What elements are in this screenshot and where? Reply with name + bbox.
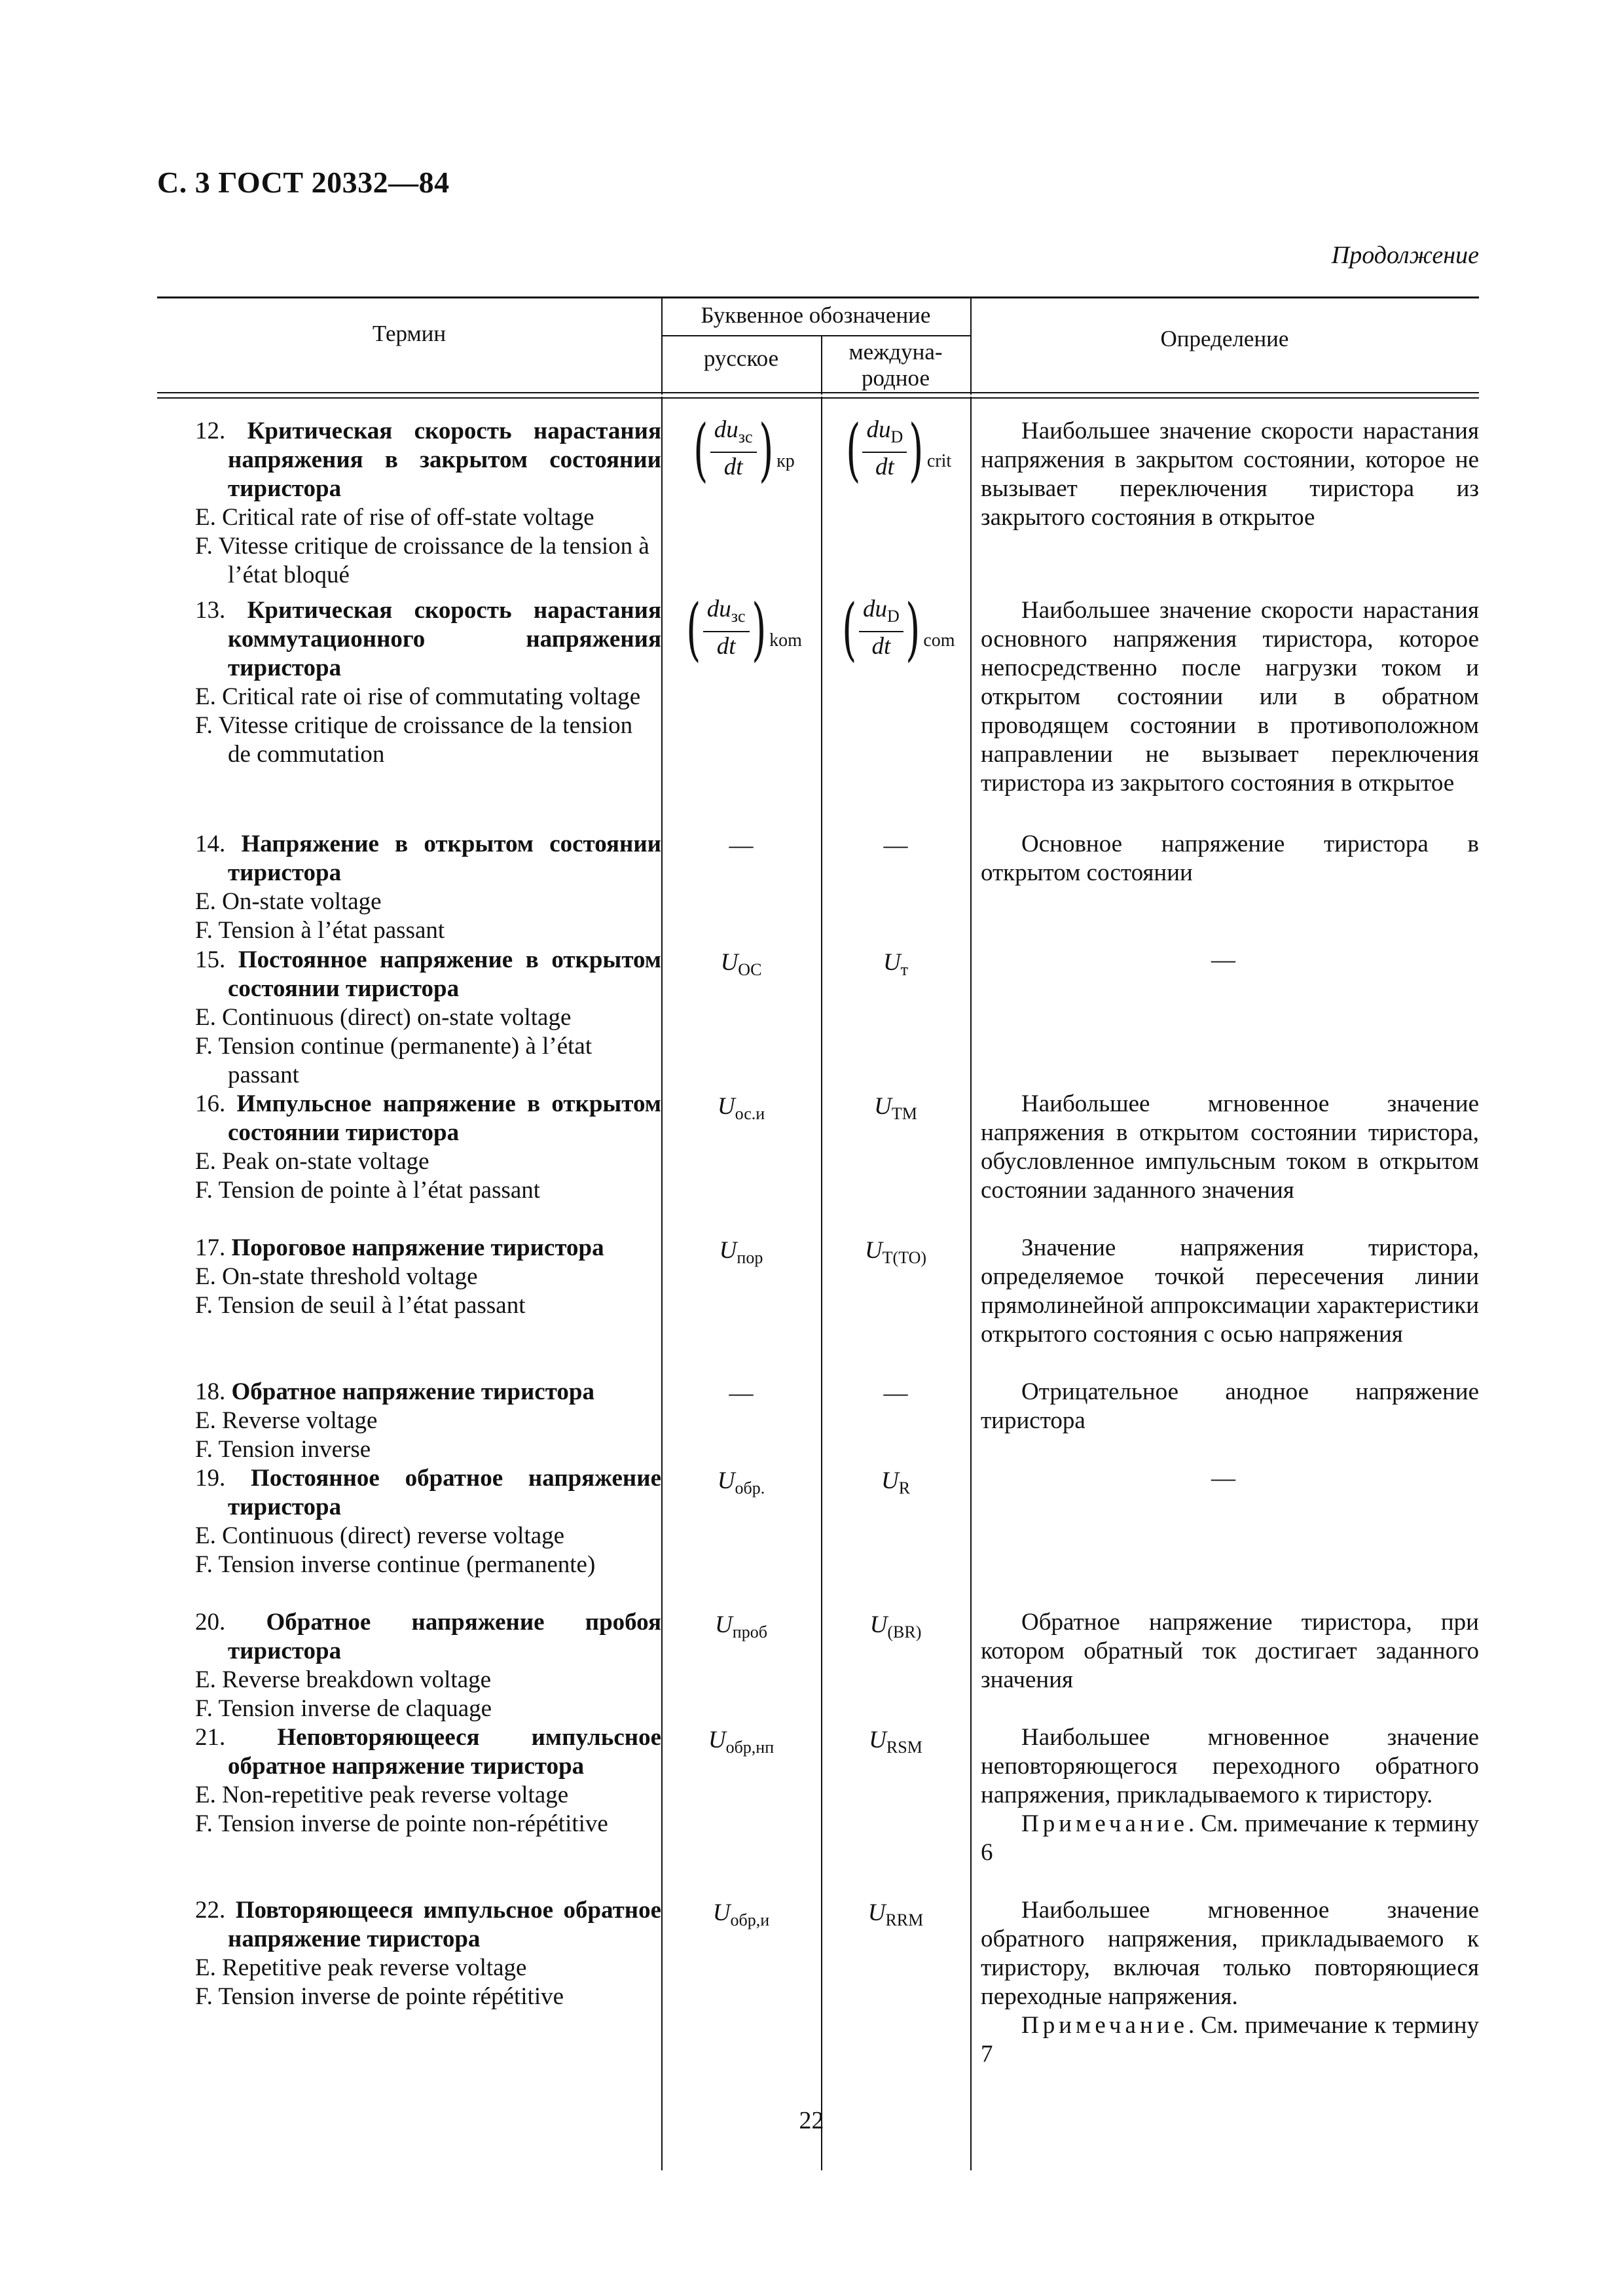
symbol-subscript: OC xyxy=(738,960,762,979)
term-french: F. Tension inverse de claquage xyxy=(195,1695,492,1722)
term-cell xyxy=(157,1608,661,1723)
header-divider xyxy=(970,298,972,395)
derivative-symbol xyxy=(680,589,802,669)
symbol-letter: U xyxy=(717,1467,735,1494)
letter-symbol xyxy=(870,1608,922,1647)
term-russian-text: Импульсное напряжение в открытом состоянии тиристора xyxy=(228,1090,661,1146)
term-number: 12. xyxy=(195,418,226,444)
page-header: С. 3 ГОСТ 20332—84 xyxy=(157,166,450,199)
definition-cell xyxy=(970,1464,1479,1608)
symbol-letter: U xyxy=(715,1611,733,1638)
symbol-dash: — xyxy=(883,832,908,859)
definition-text: Значение напряжения тиристора, определяемое точкой пересечения линии прямолинейной аппроксимации характеристики открытого состояния с осью напряжения xyxy=(981,1234,1479,1348)
term-english: E. Reverse breakdown voltage xyxy=(195,1666,492,1693)
definition-cell xyxy=(970,946,1479,1090)
term-cell xyxy=(157,1464,661,1608)
term-french: F. Tension à l’état passant xyxy=(195,917,445,944)
paren-right: ) xyxy=(905,589,921,669)
header-subrule xyxy=(661,335,970,336)
fraction xyxy=(859,595,903,661)
term-french: F. Tension inverse de pointe répétitive xyxy=(195,1983,564,2010)
symbol-subscript: (BR) xyxy=(887,1623,922,1641)
definition-cell xyxy=(970,1378,1479,1464)
letter-symbol xyxy=(713,1896,769,1935)
fraction xyxy=(703,595,750,661)
derivative-subscript: kom xyxy=(769,630,802,651)
numerator-text: du xyxy=(706,596,731,622)
letter-symbol xyxy=(715,1608,767,1647)
header-term: Термин xyxy=(372,321,447,346)
definition-cell xyxy=(970,1723,1479,1896)
term-russian xyxy=(195,1608,661,1666)
symbol-letter: U xyxy=(881,1467,899,1494)
symbol-international xyxy=(821,1896,970,2069)
term-russian xyxy=(195,946,661,1003)
fraction-numerator xyxy=(703,595,750,632)
term-russian xyxy=(195,417,661,503)
paren-left: ( xyxy=(686,589,701,669)
definition-cell xyxy=(970,830,1479,946)
term-number: 22. xyxy=(195,1897,226,1924)
table-header xyxy=(157,296,1479,399)
term-english: E. Continuous (direct) reverse voltage xyxy=(195,1522,565,1549)
symbol-letter: U xyxy=(883,949,901,976)
note-text: . См. примечание к термину 7 xyxy=(981,2012,1479,2068)
term-russian xyxy=(195,1378,661,1407)
symbol-letter: U xyxy=(720,949,739,976)
derivative-symbol xyxy=(840,410,952,490)
symbol-subscript: R xyxy=(898,1479,911,1498)
symbol-international xyxy=(821,1464,970,1608)
header-international xyxy=(821,339,970,391)
numerator-subscript: D xyxy=(887,607,900,626)
term-cell xyxy=(157,1378,661,1464)
symbol-russian xyxy=(661,1090,821,1234)
term-russian xyxy=(195,1723,661,1781)
numerator-text: du xyxy=(863,596,887,622)
term-number: 16. xyxy=(195,1090,226,1117)
header-divider xyxy=(821,336,822,395)
paren-left: ( xyxy=(842,589,857,669)
symbol-international xyxy=(821,1378,970,1464)
symbol-letter: U xyxy=(869,1611,888,1638)
table-row xyxy=(157,1378,1479,1464)
terms-table xyxy=(157,296,1479,2069)
symbol-russian xyxy=(661,1464,821,1608)
paren-right: ) xyxy=(751,589,766,669)
term-cell xyxy=(157,946,661,1090)
term-russian-text: Напряжение в открытом состоянии тиристора xyxy=(228,831,662,886)
definition-text: Наибольшее мгновенное значение обратного напряжения, прикладываемого к тиристору, включая только повторяющиеся переходные напряжения. xyxy=(981,1897,1479,2010)
term-french: F. Tension inverse xyxy=(195,1436,371,1463)
page-number: 22 xyxy=(799,2107,824,2134)
derivative-subscript: кр xyxy=(776,451,795,471)
numerator-subscript: зс xyxy=(738,427,753,446)
symbol-dash: — xyxy=(729,1380,754,1407)
continuation-label: Продолжение xyxy=(1331,242,1479,269)
term-russian xyxy=(195,1234,661,1263)
symbol-subscript: проб xyxy=(732,1623,767,1641)
term-russian xyxy=(195,1464,661,1522)
symbol-subscript: RSM xyxy=(886,1738,922,1757)
letter-symbol xyxy=(865,1234,926,1272)
table-row xyxy=(157,1723,1479,1896)
term-cell xyxy=(157,1234,661,1378)
term-english: E. Repetitive peak reverse voltage xyxy=(195,1954,527,1981)
fraction-numerator xyxy=(859,595,903,632)
symbol-letter: U xyxy=(717,1093,735,1120)
header-symbol-group: Буквенное обозначение xyxy=(701,302,931,328)
table-row xyxy=(157,1234,1479,1378)
term-english: E. Critical rate of rise of off-state voltage xyxy=(195,504,594,531)
letter-symbol xyxy=(720,1234,763,1272)
definition-text: Обратное напряжение тиристора, при котором обратный ток достигает заданного значения xyxy=(981,1609,1479,1693)
term-russian-text: Повторяющееся импульсное обратное напряжение тиристора xyxy=(228,1897,661,1952)
definition-cell xyxy=(970,1896,1479,2069)
letter-symbol xyxy=(869,1723,922,1762)
term-french: F. Vitesse critique de croissance de la tension de commutation xyxy=(195,712,633,768)
fraction-denominator: dt xyxy=(723,454,743,480)
symbol-russian xyxy=(661,1234,821,1378)
symbol-subscript: RRM xyxy=(885,1910,924,1929)
fraction-numerator xyxy=(862,416,907,453)
symbol-subscript: TM xyxy=(891,1104,917,1123)
term-french: F. Tension inverse continue (permanente) xyxy=(195,1551,596,1578)
term-cell xyxy=(157,596,661,830)
symbol-russian xyxy=(661,1378,821,1464)
table-row xyxy=(157,1090,1479,1234)
table-row xyxy=(157,589,1479,830)
fraction-numerator xyxy=(710,416,757,453)
symbol-russian xyxy=(661,410,821,596)
letter-symbol xyxy=(718,1464,765,1503)
paren-right: ) xyxy=(758,410,774,490)
symbol-international xyxy=(821,946,970,1090)
term-russian xyxy=(195,1090,661,1147)
paren-right: ) xyxy=(909,410,924,490)
term-cell xyxy=(157,417,661,596)
letter-symbol xyxy=(883,946,908,984)
symbol-letter: U xyxy=(708,1727,726,1753)
fraction-denominator: dt xyxy=(875,454,894,480)
numerator-text: du xyxy=(714,416,739,443)
symbol-letter: U xyxy=(867,1899,886,1926)
term-number: 17. xyxy=(195,1234,226,1261)
paren-left: ( xyxy=(846,410,861,490)
symbol-russian xyxy=(661,830,821,946)
symbol-international xyxy=(821,830,970,946)
table-row xyxy=(157,830,1479,946)
definition-text: Наибольшее мгновенное значение неповторяющегося переходного обратного напряжения, прикладываемого к тиристору. xyxy=(981,1724,1479,1808)
term-english: E. On-state voltage xyxy=(195,888,382,915)
definition-note xyxy=(981,1810,1479,1867)
derivative-symbol xyxy=(836,589,955,669)
letter-symbol xyxy=(868,1896,924,1935)
header-definition: Определение xyxy=(1160,326,1289,351)
symbol-letter: U xyxy=(712,1899,731,1926)
letter-symbol xyxy=(721,946,762,984)
term-russian-text: Неповторяющееся импульсное обратное напряжение тиристора xyxy=(228,1724,661,1780)
table-row xyxy=(157,1464,1479,1608)
definition-dash: — xyxy=(1211,946,1235,973)
symbol-international xyxy=(821,1608,970,1723)
term-russian-text: Обратное напряжение тиристора xyxy=(231,1378,594,1405)
symbol-letter: U xyxy=(874,1093,892,1120)
term-russian-text: Постоянное напряжение в открытом состоянии тиристора xyxy=(228,946,662,1002)
term-french: F. Vitesse critique de croissance de la tension à l’état bloqué xyxy=(195,533,649,588)
symbol-dash: — xyxy=(883,1380,908,1407)
symbol-russian xyxy=(661,1896,821,2069)
header-international-line1: междуна- xyxy=(848,339,943,365)
symbol-subscript: T(TO) xyxy=(882,1248,927,1267)
header-divider xyxy=(661,298,663,395)
derivative-subscript: com xyxy=(923,630,955,651)
term-number: 21. xyxy=(195,1724,226,1751)
definition-text: Наибольшее значение скорости нарастания напряжения в закрытом состоянии, которое не вызывает переключения тиристора из закрытого состояния в открытое xyxy=(981,418,1479,531)
header-russian: русское xyxy=(703,346,779,371)
term-french: F. Tension de seuil à l’état passant xyxy=(195,1292,526,1319)
note-label: Примечание xyxy=(1021,1810,1188,1837)
definition-text: Наибольшее значение скорости нарастания основного напряжения тиристора, которое непосредственно после нагрузки током и открытом состоянии или в обратном проводящем состоянии в противоположном направлении не вызывает переключения тиристора из закрытого состояния в открытое xyxy=(981,597,1479,797)
table-body xyxy=(157,399,1479,2069)
letter-symbol xyxy=(881,1464,910,1503)
term-russian-text: Обратное напряжение пробоя тиристора xyxy=(228,1609,661,1664)
symbol-subscript: т xyxy=(900,960,909,979)
term-russian-text: Критическая скорость нарастания напряжения в закрытом состоянии тиристора xyxy=(228,418,662,502)
term-number: 18. xyxy=(195,1378,226,1405)
term-number: 19. xyxy=(195,1465,226,1492)
numerator-text: du xyxy=(866,416,891,443)
term-russian-text: Критическая скорость нарастания коммутационного напряжения тиристора xyxy=(228,597,662,681)
definition-cell xyxy=(970,596,1479,830)
term-cell xyxy=(157,830,661,946)
term-english: E. Continuous (direct) on-state voltage xyxy=(195,1004,572,1031)
symbol-letter: U xyxy=(864,1237,883,1264)
symbol-subscript: обр. xyxy=(735,1479,765,1498)
symbol-russian xyxy=(661,1608,821,1723)
definition-text: Основное напряжение тиристора в открытом состоянии xyxy=(981,831,1479,886)
term-cell xyxy=(157,1090,661,1234)
term-number: 15. xyxy=(195,946,226,973)
paren-left: ( xyxy=(693,410,708,490)
note-label: Примечание xyxy=(1021,2012,1188,2039)
symbol-subscript: обр,нп xyxy=(725,1738,775,1757)
symbol-letter: U xyxy=(719,1237,737,1264)
symbol-international xyxy=(821,1090,970,1234)
term-english: E. Peak on-state voltage xyxy=(195,1148,429,1175)
definition-dash: — xyxy=(1211,1465,1235,1492)
term-russian-text: Постоянное обратное напряжение тиристора xyxy=(228,1465,661,1520)
symbol-dash: — xyxy=(729,832,754,859)
symbol-letter: U xyxy=(869,1727,886,1753)
symbol-subscript: ос.и xyxy=(735,1104,765,1123)
term-russian xyxy=(195,596,661,683)
term-english: E. On-state threshold voltage xyxy=(195,1263,478,1290)
term-english: E. Critical rate oi rise of commutating voltage xyxy=(195,683,641,710)
table-row xyxy=(157,1608,1479,1723)
derivative-subscript: crit xyxy=(926,451,952,471)
fraction xyxy=(710,416,757,482)
definition-note xyxy=(981,2011,1479,2069)
term-english: E. Non-repetitive peak reverse voltage xyxy=(195,1782,569,1808)
table-row xyxy=(157,946,1479,1090)
symbol-international xyxy=(821,1234,970,1378)
term-russian-text: Пороговое напряжение тиристора xyxy=(231,1234,604,1261)
symbol-international xyxy=(821,589,970,830)
symbol-subscript: пор xyxy=(737,1248,763,1267)
symbol-russian xyxy=(661,1723,821,1896)
term-french: F. Tension continue (permanente) à l’état passant xyxy=(195,1033,593,1088)
numerator-subscript: зс xyxy=(731,607,746,626)
term-number: 13. xyxy=(195,597,226,624)
symbol-subscript: обр,и xyxy=(730,1910,770,1929)
symbol-international xyxy=(821,1723,970,1896)
numerator-subscript: D xyxy=(890,427,903,446)
table-row xyxy=(157,410,1479,596)
symbol-russian xyxy=(661,946,821,1090)
definition-cell xyxy=(970,1608,1479,1723)
fraction-denominator: dt xyxy=(716,633,736,660)
letter-symbol xyxy=(718,1090,765,1128)
header-international-line2: родное xyxy=(862,365,930,391)
term-cell xyxy=(157,1723,661,1896)
definition-cell xyxy=(970,417,1479,596)
term-russian xyxy=(195,1896,661,1954)
fraction xyxy=(862,416,907,482)
note-text: . См. примечание к термину 6 xyxy=(981,1810,1479,1866)
symbol-international xyxy=(821,410,970,596)
definition-text: Отрицательное анодное напряжение тиристора xyxy=(981,1378,1479,1434)
term-english: E. Reverse voltage xyxy=(195,1407,378,1434)
letter-symbol xyxy=(708,1723,774,1762)
term-number: 14. xyxy=(195,831,226,857)
letter-symbol xyxy=(874,1090,917,1128)
symbol-russian xyxy=(661,589,821,830)
term-french: F. Tension inverse de pointe non-répétitive xyxy=(195,1810,608,1837)
term-number: 20. xyxy=(195,1609,226,1636)
definition-cell xyxy=(970,1234,1479,1378)
term-cell xyxy=(157,1896,661,2069)
definition-text: Наибольшее мгновенное значение напряжения в открытом состоянии тиристора, обусловленное импульсным током в открытом состоянии заданного значения xyxy=(981,1090,1479,1204)
definition-cell xyxy=(970,1090,1479,1234)
term-russian xyxy=(195,830,661,888)
table-row xyxy=(157,1896,1479,2069)
derivative-symbol xyxy=(687,410,795,490)
fraction-denominator: dt xyxy=(871,633,891,660)
term-french: F. Tension de pointe à l’état passant xyxy=(195,1177,541,1204)
